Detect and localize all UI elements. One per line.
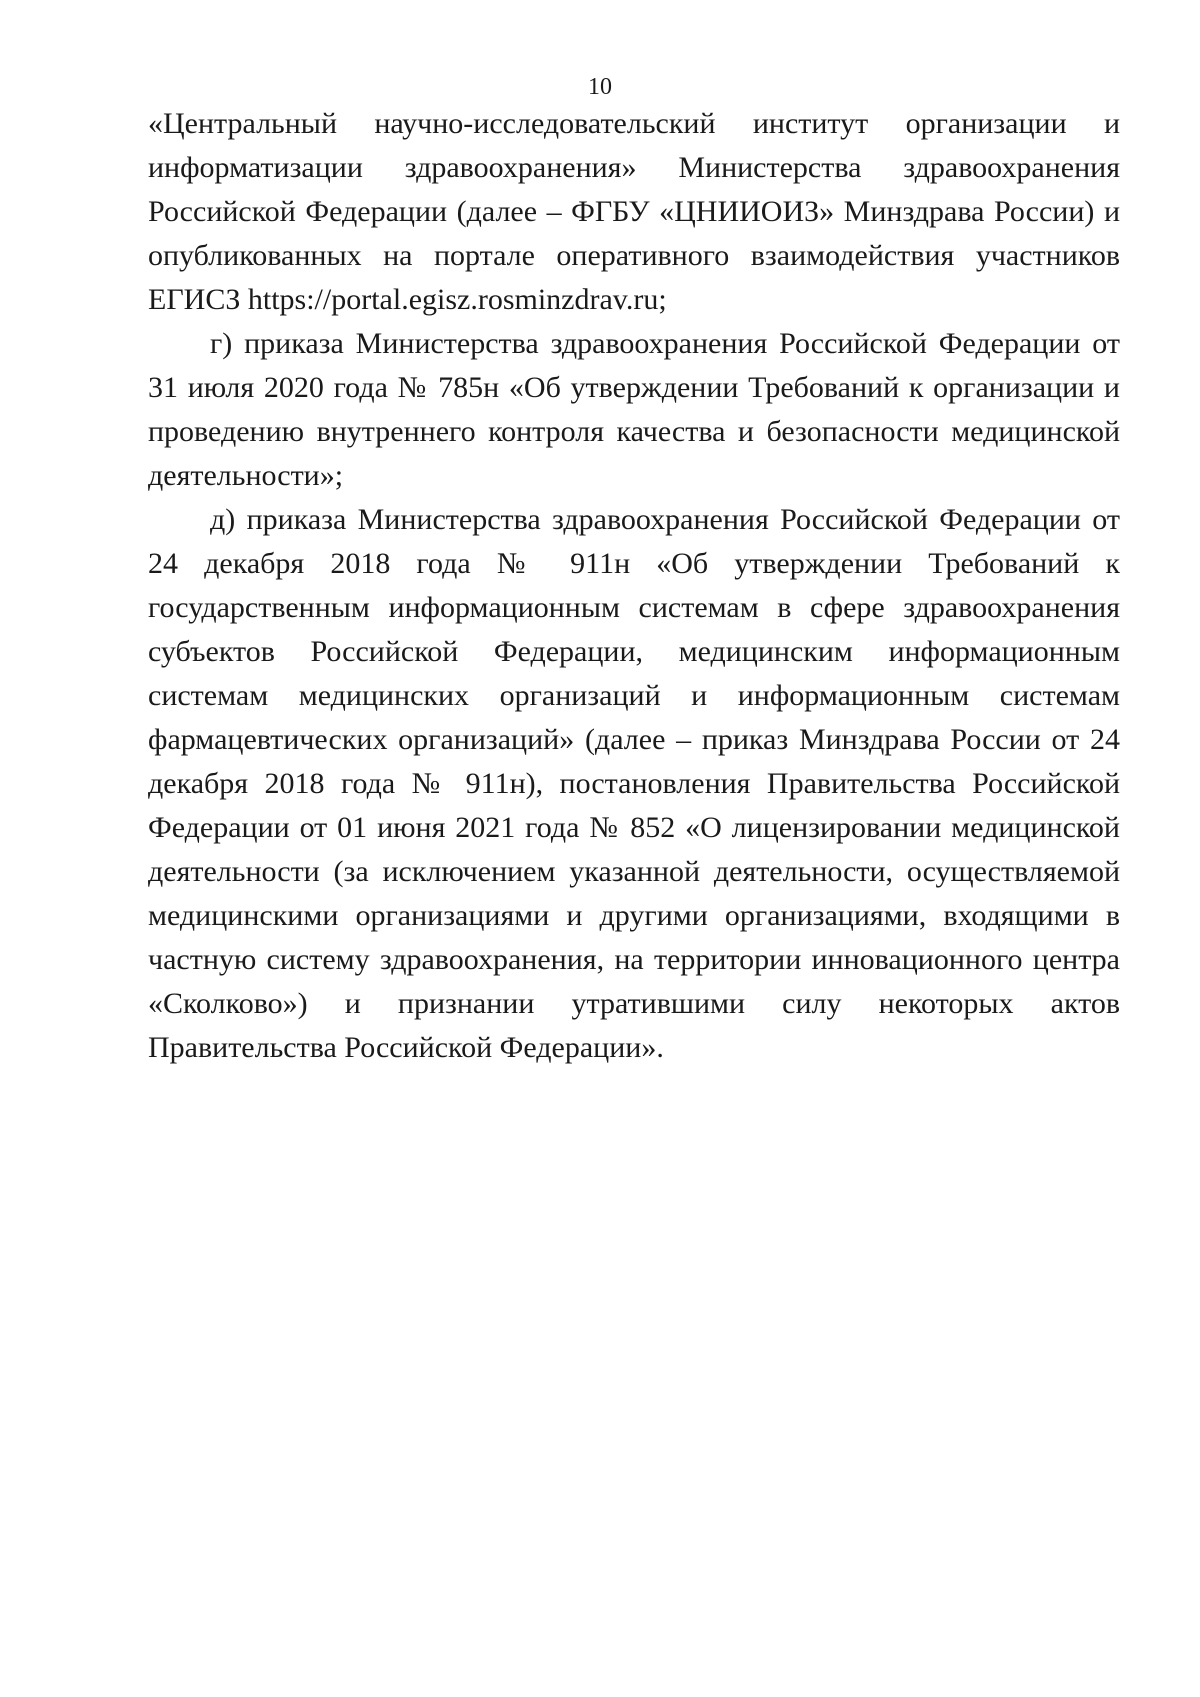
paragraph-item-d: д) приказа Министерства здравоохранения Российской Федерации от 24 декабря 2018 года № 911н «Об утверждении Требований к государственным информационным системам в сфере здравоохранения субъектов Российской Федерации, медицинским информационным системам медицинских организаций и информационным системам фармацевтических организаций» (далее – приказ Минздрава России от 24 декабря 2018 года № 911н), постановления Правительства Российской Федерации от 01 июня 2021 года № 852 «О лицензировании медицинской деятельности (за исключением указанной деятельности, осуществляемой медицинскими организациями и другими организациями, входящими в частную систему здравоохранения, на территории инновационного центра «Сколково») и признании утратившими силу некоторых актов Правительства Российской Федерации».	[148, 503, 1120, 1064]
paragraph-item-g: г) приказа Министерства здравоохранения Российской Федерации от 31 июля 2020 года № 785н «Об утверждении Требований к организации и проведению внутреннего контроля качества и безопасности медицинской деятельности»;	[148, 327, 1120, 492]
document-body	[148, 102, 1120, 1070]
paragraph-continuation: «Центральный научно-исследовательский институт организации и информатизации здравоохранения» Министерства здравоохранения Российской Федерации (далее – ФГБУ «ЦНИИОИЗ» Минздрава России) и опубликованных на портале оперативного взаимодействия участников ЕГИСЗ https://portal.egisz.rosminzdrav.ru;	[148, 107, 1120, 316]
page-number: 10	[588, 74, 612, 100]
